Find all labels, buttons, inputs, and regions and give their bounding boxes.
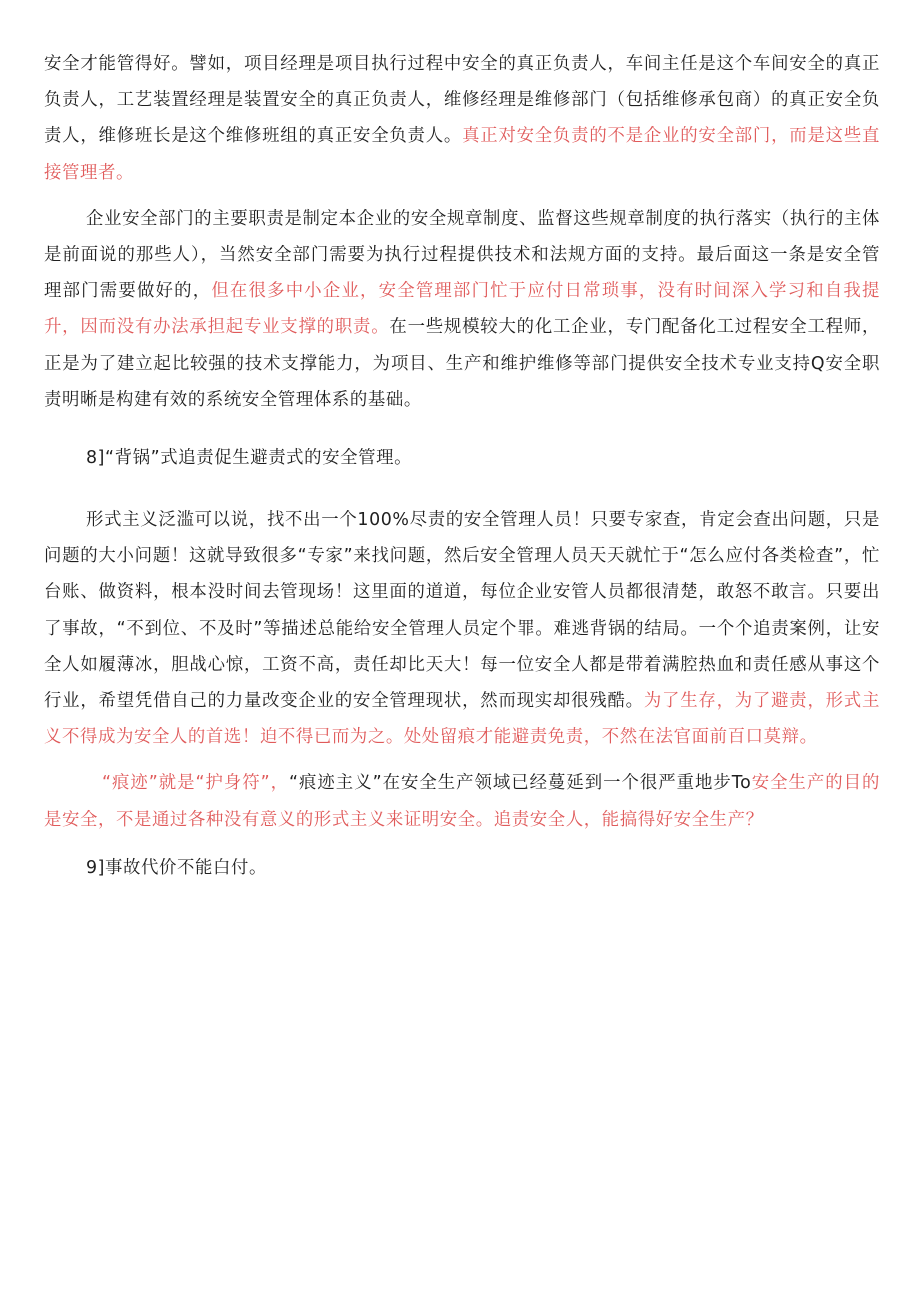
- highlighted-text: 但在很多中小企业，安全管理部门忙于应付日常琐事，没有时间深入学习和自我提升，因而没有办法承担起专业支撑的职责。: [44, 281, 880, 338]
- paragraph-text: 形式主义泛滥可以说，找不出一个100%尽责的安全管理人员！只要专家查，肯定会查出问题，只是问题的大小问题！这就导致很多“专家”来找问题，然后安全管理人员天天就忙于“怎么应付各类检查”，忙台账、做资料，根本没时间去管现场！这里面的道道，每位企业安管人员都很清楚，敢怒不敢言。只要出了事故，“不到位、不及时”等描述总能给安全管理人员定个罪。难逃背锅的结局。一个个追责案例，让安全人如履薄冰，胆战心惊，工资不高，责任却比天大！每一位安全人都是带着满腔热血和责任感从事这个行业，希望凭借自己的力量改变企业的安全管理现状，然而现实却很残酷。: [44, 510, 880, 712]
- highlighted-text: “痕迹”就是“护身符”，: [102, 773, 290, 794]
- paragraph-formalism: [44, 502, 880, 755]
- section-heading-8: 8]“背锅”式追责促生避责式的安全管理。: [86, 448, 413, 469]
- paragraph-text: 企业安全部门的主要职责是制定本企业的安全规章制度、监督这些规章制度的执行落实（执行的主体是前面说的那些人），当然安全部门需要为执行过程提供技术和法规方面的支持。最后面这一条是安全管理部门需要做好的，: [44, 208, 880, 302]
- paragraph-text: “痕迹主义”在安全生产领域已经蔓延到一个很严重地步To: [289, 773, 752, 794]
- paragraph-text: 在一些规模较大的化工企业，专门配备化工过程安全工程师，正是为了建立起比较强的技术支撑能力，为项目、生产和维护维修等部门提供安全技术专业支持Q安全职责明晰是构建有效的系统安全管理体系的基础。: [44, 317, 881, 410]
- paragraph-trace-doctrine: [44, 765, 880, 837]
- paragraph-responsibility: [44, 46, 880, 191]
- paragraph-safety-department: [44, 201, 880, 418]
- paragraph-text: 安全才能管得好。譬如，项目经理是项目执行过程中安全的真正负责人，车间主任是这个车间安全的真正负责人，工艺装置经理是装置安全的真正负责人，维修经理是维修部门（包括维修承包商）的真正安全负责人，维修班长是这个维修班组的真正安全负责人。: [44, 54, 880, 147]
- section-heading-9: 9]事故代价不能白付。: [86, 857, 267, 878]
- highlighted-text: 为了生存，为了避责，形式主义不得成为安全人的首选！迫不得已而为之。处处留痕才能避责免责，不然在法官面前百口莫辩。: [44, 691, 880, 748]
- highlighted-text: 真正对安全负责的不是企业的安全部门，而是这些直接管理者。: [44, 126, 880, 183]
- document-page: [44, 46, 880, 886]
- highlighted-text: 安全生产的目的是安全，不是通过各种没有意义的形式主义来证明安全。追责安全人，能搞得好安全生产？: [44, 773, 880, 830]
